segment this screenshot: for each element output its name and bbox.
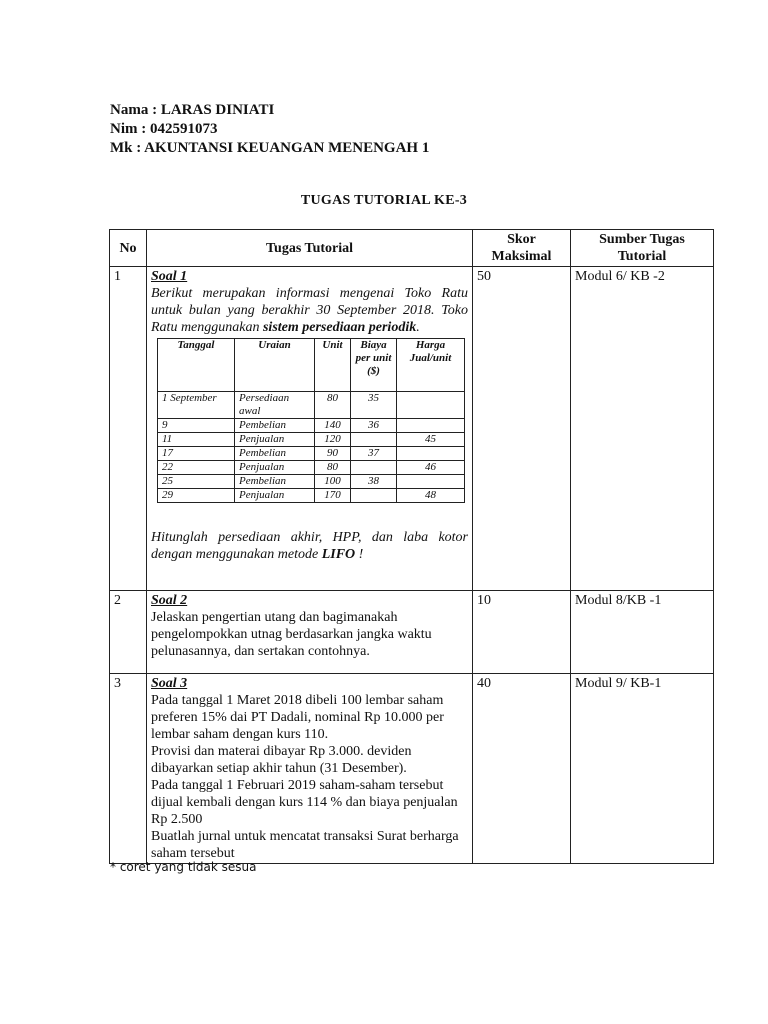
cell-biaya bbox=[351, 433, 397, 447]
task-cell bbox=[147, 674, 473, 864]
tutorial-table bbox=[109, 229, 714, 864]
cell-unit: 140 bbox=[315, 419, 351, 433]
source-cell: Modul 6/ KB -2 bbox=[571, 267, 714, 591]
inventory-row bbox=[158, 475, 465, 489]
cell-biaya: 38 bbox=[351, 475, 397, 489]
cell-tanggal: 25 bbox=[158, 475, 235, 489]
cell-harga bbox=[397, 419, 465, 433]
cell-biaya bbox=[351, 461, 397, 475]
cell-biaya bbox=[351, 489, 397, 503]
inventory-table bbox=[157, 338, 465, 503]
column-header-tugas: Tugas Tutorial bbox=[147, 230, 473, 267]
soal-3-line: Pada tanggal 1 Maret 2018 dibeli 100 lembar saham preferen 15% dai PT Dadali, nominal Rp 10.000 per lembar saham dengan kurs 110. bbox=[151, 693, 444, 742]
column-header-skor: Skor Maksimal bbox=[473, 230, 571, 267]
inventory-row bbox=[158, 419, 465, 433]
footnote: * coret yang tidak sesua bbox=[110, 860, 257, 874]
cell-unit: 120 bbox=[315, 433, 351, 447]
inventory-row bbox=[158, 392, 465, 419]
score-cell: 10 bbox=[473, 591, 571, 674]
inventory-row bbox=[158, 433, 465, 447]
row-number: 2 bbox=[110, 591, 147, 674]
cell-harga: 46 bbox=[397, 461, 465, 475]
row-number: 1 bbox=[110, 267, 147, 591]
inventory-row bbox=[158, 447, 465, 461]
inventory-col-tanggal: Tanggal bbox=[158, 339, 235, 392]
cell-uraian: Persediaan awal bbox=[235, 392, 315, 419]
inventory-header-row bbox=[158, 339, 465, 392]
cell-harga bbox=[397, 392, 465, 419]
student-name: Nama : LARAS DINIATI bbox=[110, 102, 275, 118]
table-row bbox=[110, 267, 714, 591]
inventory-row bbox=[158, 489, 465, 503]
student-info bbox=[110, 101, 429, 158]
cell-tanggal: 29 bbox=[158, 489, 235, 503]
cell-tanggal: 11 bbox=[158, 433, 235, 447]
soal-3-line: Pada tanggal 1 Februari 2019 saham-saham tersebut dijual kembali dengan kurs 114 % dan biaya penjualan Rp 2.500 bbox=[151, 778, 458, 827]
table-row bbox=[110, 591, 714, 674]
table-row bbox=[110, 674, 714, 864]
soal-1-instruction bbox=[151, 529, 468, 563]
cell-uraian: Pembelian bbox=[235, 475, 315, 489]
cell-unit: 100 bbox=[315, 475, 351, 489]
soal-3-line: Provisi dan materai dibayar Rp 3.000. deviden dibayarkan setiap akhir tahun (31 Desember). bbox=[151, 744, 412, 776]
column-header-no: No bbox=[110, 230, 147, 267]
row-number: 3 bbox=[110, 674, 147, 864]
soal-1-instruction-text: Hitunglah persediaan akhir, HPP, dan laba kotor dengan menggunakan metode bbox=[151, 530, 468, 562]
cell-tanggal: 1 September bbox=[158, 392, 235, 419]
cell-tanggal: 17 bbox=[158, 447, 235, 461]
inventory-col-uraian: Uraian bbox=[235, 339, 315, 392]
inventory-col-unit: Unit bbox=[315, 339, 351, 392]
cell-harga bbox=[397, 475, 465, 489]
task-cell bbox=[147, 267, 473, 591]
cell-harga: 48 bbox=[397, 489, 465, 503]
soal-2-heading: Soal 2 bbox=[151, 593, 188, 608]
column-header-sumber: Sumber Tugas Tutorial bbox=[571, 230, 714, 267]
cell-biaya: 37 bbox=[351, 447, 397, 461]
soal-1-method: LIFO bbox=[321, 547, 356, 562]
score-cell: 50 bbox=[473, 267, 571, 591]
soal-3-heading: Soal 3 bbox=[151, 676, 188, 691]
inventory-col-harga: Harga Jual/unit bbox=[397, 339, 465, 392]
score-cell: 40 bbox=[473, 674, 571, 864]
cell-harga bbox=[397, 447, 465, 461]
cell-uraian: Pembelian bbox=[235, 419, 315, 433]
cell-harga: 45 bbox=[397, 433, 465, 447]
student-nim: Nim : 042591073 bbox=[110, 121, 218, 137]
soal-1-intro-end: . bbox=[416, 320, 420, 335]
soal-1-heading: Soal 1 bbox=[151, 269, 188, 284]
course-name: Mk : AKUNTANSI KEUANGAN MENENGAH 1 bbox=[110, 140, 430, 156]
soal-1-intro-bold: sistem persediaan periodik bbox=[262, 320, 417, 335]
cell-unit: 80 bbox=[315, 392, 351, 419]
cell-unit: 170 bbox=[315, 489, 351, 503]
soal-3-line: Buatlah jurnal untuk mencatat transaksi Surat berharga saham tersebut bbox=[151, 829, 459, 861]
soal-1-intro-text: Berikut merupakan informasi mengenai Toko Ratu untuk bulan yang berakhir 30 September 2018. Toko Ratu menggunakan bbox=[151, 286, 468, 335]
cell-unit: 80 bbox=[315, 461, 351, 475]
soal-2-text: Jelaskan pengertian utang dan bagimanakah pengelompokkan utnag berdasarkan jangka waktu pelunasannya, dan sertakan contohnya. bbox=[151, 610, 432, 659]
cell-uraian: Penjualan bbox=[235, 489, 315, 503]
soal-1-intro bbox=[151, 285, 468, 336]
inventory-col-biaya: Biaya per unit ($) bbox=[351, 339, 397, 392]
source-cell: Modul 9/ KB-1 bbox=[571, 674, 714, 864]
soal-1-instruction-end: ! bbox=[355, 547, 364, 562]
cell-tanggal: 9 bbox=[158, 419, 235, 433]
document-title: TUGAS TUTORIAL KE-3 bbox=[300, 193, 468, 208]
cell-unit: 90 bbox=[315, 447, 351, 461]
inventory-row bbox=[158, 461, 465, 475]
cell-uraian: Pembelian bbox=[235, 447, 315, 461]
source-cell: Modul 8/KB -1 bbox=[571, 591, 714, 674]
cell-biaya: 36 bbox=[351, 419, 397, 433]
cell-uraian: Penjualan bbox=[235, 461, 315, 475]
task-cell bbox=[147, 591, 473, 674]
table-header-row bbox=[110, 230, 714, 267]
cell-uraian: Penjualan bbox=[235, 433, 315, 447]
cell-tanggal: 22 bbox=[158, 461, 235, 475]
cell-biaya: 35 bbox=[351, 392, 397, 419]
